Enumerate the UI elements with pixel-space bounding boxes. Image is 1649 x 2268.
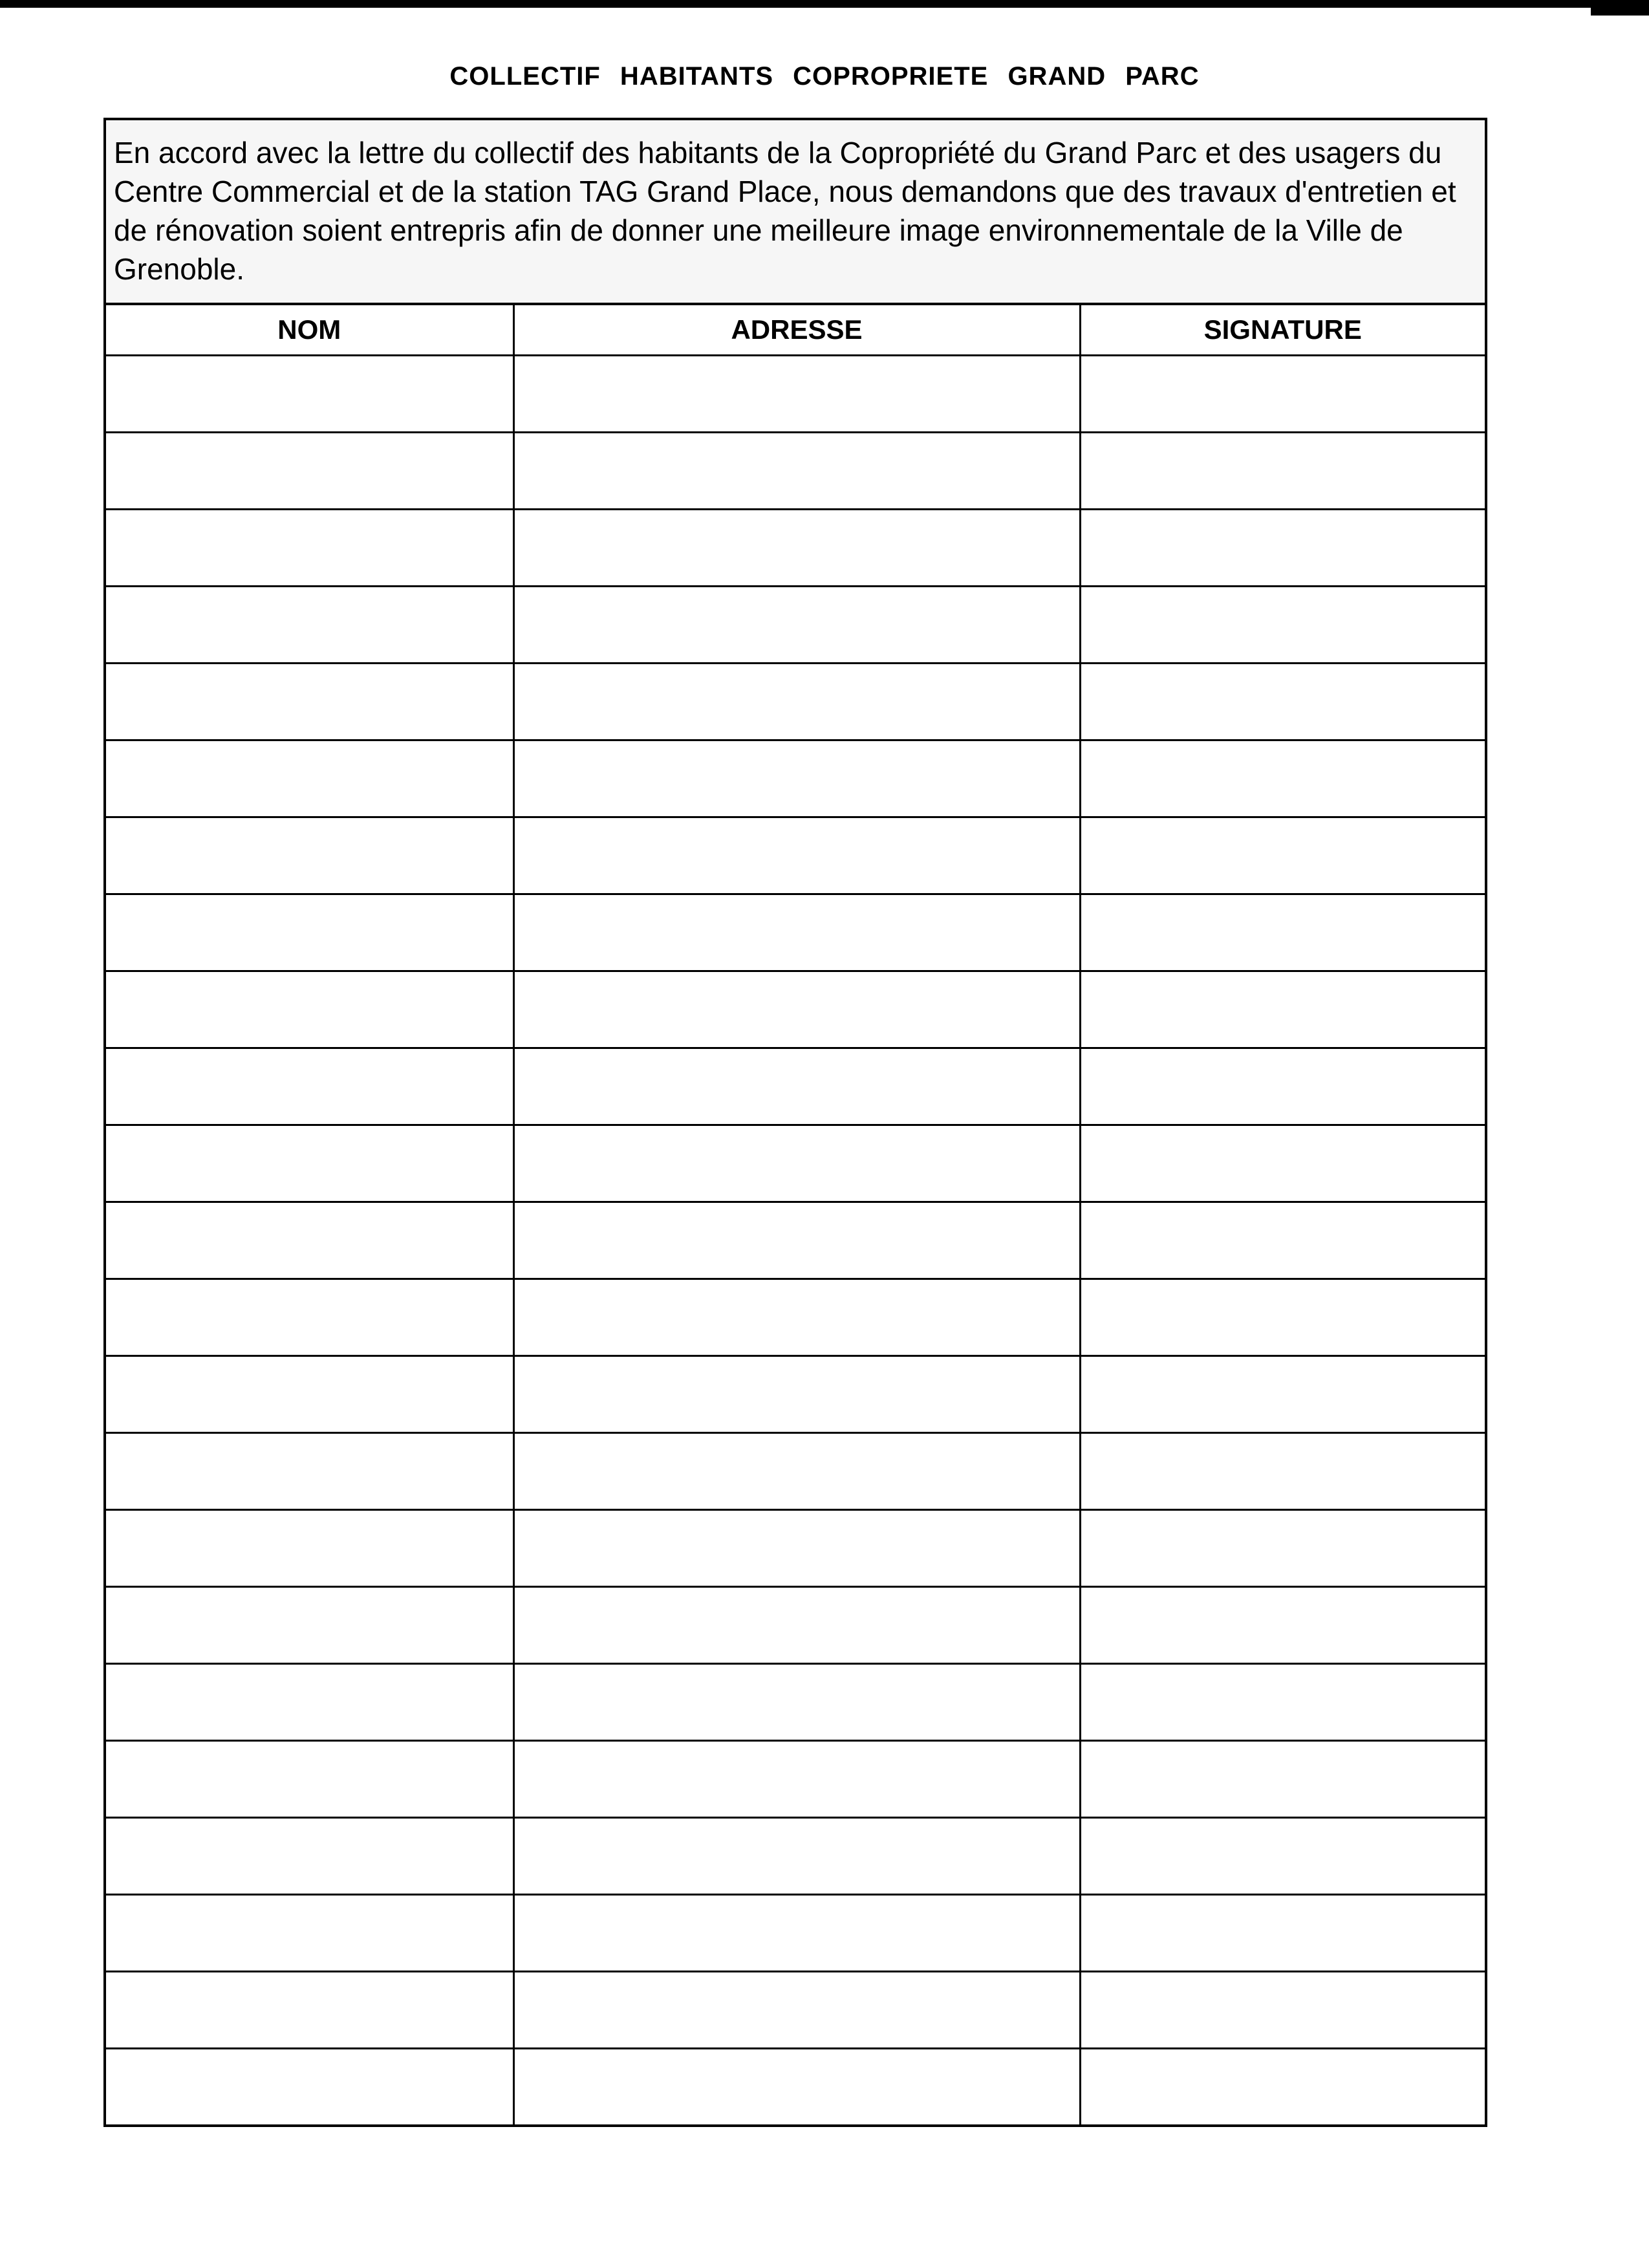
table-row bbox=[106, 894, 1485, 971]
signature-cell[interactable] bbox=[1080, 1356, 1485, 1433]
table-row bbox=[106, 1587, 1485, 1664]
signature-cell[interactable] bbox=[1080, 2049, 1485, 2125]
petition-form bbox=[103, 118, 1487, 2127]
header-nom: NOM bbox=[106, 305, 513, 356]
table-row bbox=[106, 1510, 1485, 1587]
signature-cell[interactable] bbox=[1080, 1048, 1485, 1125]
nom-cell[interactable] bbox=[106, 1048, 513, 1125]
table-row bbox=[106, 510, 1485, 587]
table-row bbox=[106, 1895, 1485, 1972]
adresse-cell[interactable] bbox=[513, 1433, 1080, 1510]
nom-cell[interactable] bbox=[106, 1202, 513, 1279]
signature-cell[interactable] bbox=[1080, 510, 1485, 587]
signature-rows bbox=[106, 356, 1485, 2125]
adresse-cell[interactable] bbox=[513, 1972, 1080, 2049]
signature-cell[interactable] bbox=[1080, 1895, 1485, 1972]
nom-cell[interactable] bbox=[106, 510, 513, 587]
signature-cell[interactable] bbox=[1080, 1972, 1485, 2049]
signature-cell[interactable] bbox=[1080, 1664, 1485, 1741]
nom-cell[interactable] bbox=[106, 894, 513, 971]
header-signature: SIGNATURE bbox=[1080, 305, 1485, 356]
adresse-cell[interactable] bbox=[513, 1741, 1080, 1818]
table-row bbox=[106, 817, 1485, 894]
nom-cell[interactable] bbox=[106, 971, 513, 1048]
adresse-cell[interactable] bbox=[513, 356, 1080, 433]
adresse-cell[interactable] bbox=[513, 1048, 1080, 1125]
adresse-cell[interactable] bbox=[513, 1125, 1080, 1202]
table-row bbox=[106, 433, 1485, 510]
table-row bbox=[106, 740, 1485, 817]
nom-cell[interactable] bbox=[106, 1356, 513, 1433]
nom-cell[interactable] bbox=[106, 1510, 513, 1587]
signature-cell[interactable] bbox=[1080, 1125, 1485, 1202]
nom-cell[interactable] bbox=[106, 1664, 513, 1741]
table-row bbox=[106, 1972, 1485, 2049]
adresse-cell[interactable] bbox=[513, 433, 1080, 510]
signature-cell[interactable] bbox=[1080, 664, 1485, 740]
scan-corner-mark bbox=[1591, 0, 1649, 16]
nom-cell[interactable] bbox=[106, 1433, 513, 1510]
table-row bbox=[106, 587, 1485, 664]
nom-cell[interactable] bbox=[106, 817, 513, 894]
signature-cell[interactable] bbox=[1080, 740, 1485, 817]
header-adresse: ADRESSE bbox=[513, 305, 1080, 356]
table-header-row bbox=[106, 305, 1485, 356]
signature-cell[interactable] bbox=[1080, 433, 1485, 510]
nom-cell[interactable] bbox=[106, 1972, 513, 2049]
signature-cell[interactable] bbox=[1080, 587, 1485, 664]
table-row bbox=[106, 1433, 1485, 1510]
adresse-cell[interactable] bbox=[513, 510, 1080, 587]
nom-cell[interactable] bbox=[106, 2049, 513, 2125]
signature-table bbox=[106, 305, 1485, 2124]
table-row bbox=[106, 1202, 1485, 1279]
table-row bbox=[106, 971, 1485, 1048]
table-row bbox=[106, 1356, 1485, 1433]
nom-cell[interactable] bbox=[106, 740, 513, 817]
adresse-cell[interactable] bbox=[513, 1279, 1080, 1356]
adresse-cell[interactable] bbox=[513, 894, 1080, 971]
signature-cell[interactable] bbox=[1080, 1818, 1485, 1895]
signature-cell[interactable] bbox=[1080, 1510, 1485, 1587]
nom-cell[interactable] bbox=[106, 1587, 513, 1664]
adresse-cell[interactable] bbox=[513, 971, 1080, 1048]
signature-cell[interactable] bbox=[1080, 1433, 1485, 1510]
table-row bbox=[106, 1818, 1485, 1895]
nom-cell[interactable] bbox=[106, 587, 513, 664]
table-row bbox=[106, 1125, 1485, 1202]
nom-cell[interactable] bbox=[106, 1741, 513, 1818]
adresse-cell[interactable] bbox=[513, 1510, 1080, 1587]
nom-cell[interactable] bbox=[106, 1818, 513, 1895]
adresse-cell[interactable] bbox=[513, 1818, 1080, 1895]
signature-cell[interactable] bbox=[1080, 971, 1485, 1048]
adresse-cell[interactable] bbox=[513, 587, 1080, 664]
nom-cell[interactable] bbox=[106, 1895, 513, 1972]
table-row bbox=[106, 1741, 1485, 1818]
signature-cell[interactable] bbox=[1080, 1202, 1485, 1279]
petition-intro-text: En accord avec la lettre du collectif des habitants de la Copropriété du Grand Parc et des usagers du Centre Commercial et de la station TAG Grand Place, nous demandons que des travaux d'entretien et de rénovation soient entrepris afin de donner une meilleure image environnementale de la Ville de Grenoble. bbox=[106, 120, 1485, 305]
table-row bbox=[106, 1664, 1485, 1741]
signature-cell[interactable] bbox=[1080, 1279, 1485, 1356]
table-row bbox=[106, 356, 1485, 433]
adresse-cell[interactable] bbox=[513, 1356, 1080, 1433]
signature-cell[interactable] bbox=[1080, 1741, 1485, 1818]
table-row bbox=[106, 1048, 1485, 1125]
adresse-cell[interactable] bbox=[513, 1895, 1080, 1972]
adresse-cell[interactable] bbox=[513, 817, 1080, 894]
signature-cell[interactable] bbox=[1080, 356, 1485, 433]
adresse-cell[interactable] bbox=[513, 740, 1080, 817]
signature-cell[interactable] bbox=[1080, 894, 1485, 971]
adresse-cell[interactable] bbox=[513, 1202, 1080, 1279]
scan-top-border bbox=[0, 0, 1649, 8]
adresse-cell[interactable] bbox=[513, 664, 1080, 740]
signature-cell[interactable] bbox=[1080, 817, 1485, 894]
signature-cell[interactable] bbox=[1080, 1587, 1485, 1664]
nom-cell[interactable] bbox=[106, 1279, 513, 1356]
nom-cell[interactable] bbox=[106, 356, 513, 433]
table-row bbox=[106, 664, 1485, 740]
adresse-cell[interactable] bbox=[513, 1587, 1080, 1664]
table-row bbox=[106, 2049, 1485, 2125]
nom-cell[interactable] bbox=[106, 433, 513, 510]
adresse-cell[interactable] bbox=[513, 1664, 1080, 1741]
nom-cell[interactable] bbox=[106, 664, 513, 740]
adresse-cell[interactable] bbox=[513, 2049, 1080, 2125]
nom-cell[interactable] bbox=[106, 1125, 513, 1202]
table-row bbox=[106, 1279, 1485, 1356]
page-title: COLLECTIF HABITANTS COPROPRIETE GRAND PARC bbox=[449, 62, 1200, 91]
